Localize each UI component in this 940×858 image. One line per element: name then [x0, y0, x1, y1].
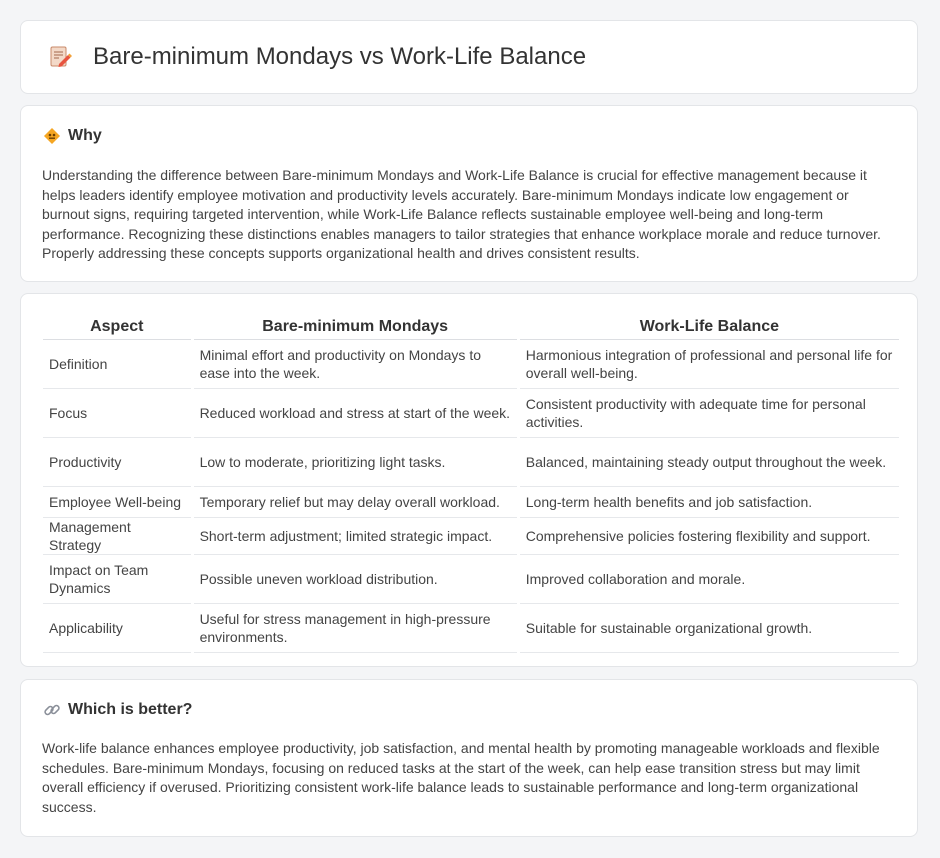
table-row [43, 555, 899, 604]
cell-aspect: Applicability [43, 604, 192, 653]
header-card [20, 20, 918, 94]
why-card [20, 105, 918, 282]
header-aspect: Aspect [43, 315, 192, 340]
why-heading [43, 127, 102, 145]
cell-aspect: Management Strategy [43, 518, 192, 555]
cell-bare-minimum: Minimal effort and productivity on Mondays to ease into the week. [192, 340, 518, 389]
cell-bare-minimum: Temporary relief but may delay overall workload. [192, 487, 518, 518]
which-is-better-card [20, 679, 918, 837]
table-row [43, 487, 899, 518]
cell-aspect: Definition [43, 340, 192, 389]
table-row [43, 438, 899, 487]
why-text: Understanding the difference between Bare-minimum Mondays and Work-Life Balance is crucial for effective management because it helps leaders identify employee motivation and productivity levels accurately. Bare-minimum Mondays indicate low engagement or burnout signs, requiring targeted intervention, while Work-Life Balance reflects sustainable employee well-being and long-term performance. Recognizing these distinctions enables managers to tailor strategies that enhance workplace morale and reduce turnover. Properly addressing these concepts supports organizational health and drives consistent results. [42, 167, 881, 262]
cell-bare-minimum: Useful for stress management in high-pressure environments. [192, 604, 518, 653]
cell-work-life: Suitable for sustainable organizational growth. [518, 604, 899, 653]
cell-work-life: Comprehensive policies fostering flexibility and support. [518, 518, 899, 555]
cell-aspect: Impact on Team Dynamics [43, 555, 192, 604]
cell-bare-minimum: Possible uneven workload distribution. [192, 555, 518, 604]
cell-work-life: Consistent productivity with adequate time for personal activities. [518, 389, 899, 438]
table-header-row [43, 315, 899, 340]
diamond-sign-icon [43, 127, 61, 145]
better-heading [43, 701, 192, 719]
header-work-life-balance: Work-Life Balance [518, 315, 899, 340]
cell-work-life: Long-term health benefits and job satisfaction. [518, 487, 899, 518]
cell-work-life: Balanced, maintaining steady output throughout the week. [518, 438, 899, 487]
table-row [43, 604, 899, 653]
cell-aspect: Productivity [43, 438, 192, 487]
why-title: Why [68, 127, 102, 144]
cell-bare-minimum: Reduced workload and stress at start of the week. [192, 389, 518, 438]
comparison-table [43, 315, 899, 653]
cell-work-life: Harmonious integration of professional and personal life for overall well-being. [518, 340, 899, 389]
header-bare-minimum-mondays: Bare-minimum Mondays [192, 315, 518, 340]
better-text: Work-life balance enhances employee productivity, job satisfaction, and mental health by promoting manageable workloads and flexible schedules. Bare-minimum Mondays, focusing on reduced tasks at the start of the week, can help ease transition stress but may limit overall efficiency if overused. Prioritizing consistent work-life balance leads to sustainable performance and long-term organizational success. [42, 740, 880, 815]
table-row [43, 518, 899, 555]
cell-aspect: Employee Well-being [43, 487, 192, 518]
better-title: Which is better? [68, 701, 193, 718]
table-row [43, 340, 899, 389]
cell-bare-minimum: Short-term adjustment; limited strategic impact. [192, 518, 518, 555]
title-row [47, 43, 586, 71]
table-row [43, 389, 899, 438]
link-icon [43, 701, 61, 719]
cell-work-life: Improved collaboration and morale. [518, 555, 899, 604]
document-pencil-icon [47, 44, 73, 70]
cell-aspect: Focus [43, 389, 192, 438]
cell-bare-minimum: Low to moderate, prioritizing light tasks. [192, 438, 518, 487]
page-title: Bare-minimum Mondays vs Work-Life Balance [93, 43, 587, 70]
table-card [20, 293, 918, 667]
